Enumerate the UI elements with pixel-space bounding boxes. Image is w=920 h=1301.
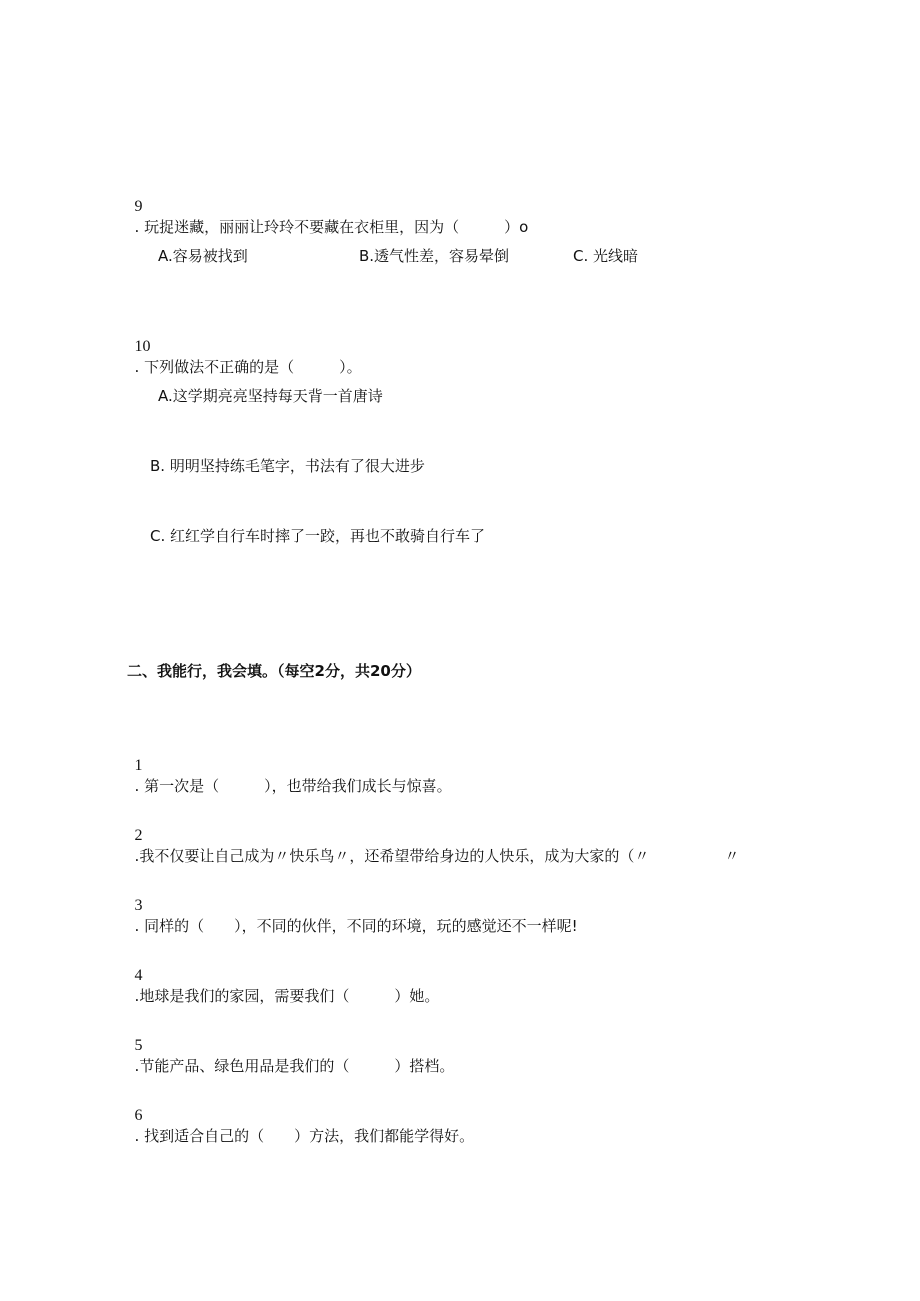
fill-item-1-number: 1 (134, 757, 143, 774)
fill-item-6 (125, 1085, 474, 1146)
question-10-option-a: A.这学期亮亮坚持每天背一首唐诗 (158, 387, 383, 405)
question-9 (125, 176, 528, 237)
question-10-number: 10 (134, 338, 151, 355)
fill-item-6-text: . 找到适合自己的（ ）方法，我们都能学得好。 (134, 1127, 475, 1145)
question-9-option-a: A.容易被找到 (158, 247, 248, 265)
fill-item-2-number: 2 (134, 827, 143, 844)
fill-item-1-text: . 第一次是（ ），也带给我们成长与惊喜。 (134, 777, 452, 795)
fill-item-2 (125, 805, 739, 866)
section-2-heading: 二、我能行，我会填。（每空2分，共20分） (127, 662, 421, 680)
fill-item-4-text: .地球是我们的家园，需要我们（ ）她。 (134, 987, 440, 1005)
fill-item-4 (125, 945, 439, 1006)
fill-item-3 (125, 875, 578, 936)
fill-item-4-number: 4 (134, 967, 143, 984)
fill-item-2-text: .我不仅要让自己成为〃快乐鸟〃，还希望带给身边的人快乐，成为大家的（〃 〃 (134, 847, 740, 865)
question-10-option-c: C. 红红学自行车时摔了一跤，再也不敢骑自行车了 (150, 527, 486, 545)
fill-item-5 (125, 1015, 454, 1076)
fill-item-6-number: 6 (134, 1107, 143, 1124)
question-9-option-b: B.透气性差，容易晕倒 (359, 247, 510, 265)
fill-item-5-text: .节能产品、绿色用品是我们的（ ）搭档。 (134, 1057, 455, 1075)
question-10 (125, 316, 362, 377)
question-9-number: 9 (134, 198, 143, 215)
fill-item-1 (125, 735, 452, 796)
question-9-text: . 玩捉迷藏，丽丽让玲玲不要藏在衣柜里，因为（ ）o (134, 218, 529, 236)
question-10-text: . 下列做法不正确的是（ ）。 (134, 358, 362, 376)
fill-item-3-number: 3 (134, 897, 143, 914)
question-10-option-b: B. 明明坚持练毛笔字，书法有了很大进步 (150, 457, 425, 475)
fill-item-3-text: . 同样的（ ），不同的伙伴，不同的环境，玩的感觉还不一样呢! (134, 917, 578, 935)
question-9-option-c: C. 光线暗 (573, 247, 639, 265)
fill-item-5-number: 5 (134, 1037, 143, 1054)
